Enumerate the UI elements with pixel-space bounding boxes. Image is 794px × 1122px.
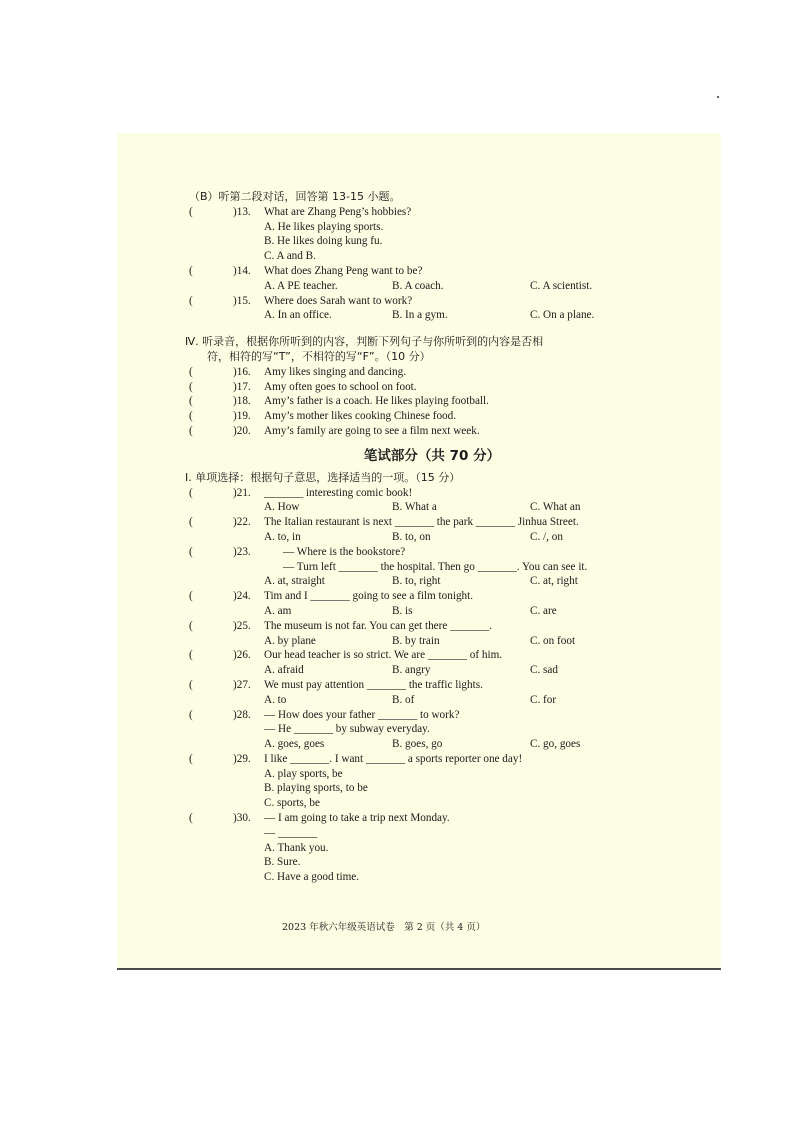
section-i-heading: Ⅰ. 单项选择：根据句子意思，选择适当的一项。（15 分）: [185, 470, 461, 484]
question-14: [189, 264, 709, 279]
statement-text: Amy’s mother likes cooking Chinese food.: [264, 410, 457, 423]
dialogue-line-2: — Turn left _______ the hospital. Then go _______. You can see it.: [283, 560, 588, 573]
answer-paren-open[interactable]: (: [189, 486, 193, 499]
question-stem: Tim and I _______ going to see a film tonight.: [264, 590, 474, 603]
answer-paren-open[interactable]: (: [189, 752, 193, 765]
answer-paren-open[interactable]: (: [189, 708, 193, 721]
option-b: B. goes, go: [392, 738, 443, 751]
option-a: A. A PE teacher.: [264, 279, 338, 292]
question-stem: The Italian restaurant is next _______ the park _______ Jinhua Street.: [264, 516, 579, 529]
question-28: [189, 708, 709, 723]
option-c: C. sports, be: [264, 797, 320, 810]
answer-paren-open[interactable]: (: [189, 380, 193, 393]
question-24: [189, 589, 709, 604]
option-b: B. What a: [392, 501, 437, 514]
question-number: )17.: [233, 380, 251, 393]
tf-item-18: [189, 394, 709, 409]
option-b: B. Sure.: [264, 856, 301, 869]
answer-paren-open[interactable]: (: [189, 649, 193, 662]
question-29: [189, 752, 709, 767]
tf-item-20: [189, 424, 709, 439]
option-b: B. A coach.: [392, 279, 444, 292]
question-number: )22.: [233, 516, 251, 529]
question-26: [189, 648, 709, 663]
statement-text: Amy often goes to school on foot.: [264, 380, 417, 393]
option-c: C. go, goes: [530, 738, 581, 751]
written-part-title: 笔试部分（共 70 分）: [363, 447, 501, 464]
section-iv-heading-line2: 符，相符的写“T”，不相符的写“F”。（10 分）: [207, 349, 431, 363]
answer-paren-open[interactable]: (: [189, 678, 193, 691]
answer-paren-open[interactable]: (: [189, 395, 193, 408]
option-c: C. Have a good time.: [264, 871, 360, 884]
question-number: )23.: [233, 545, 251, 558]
tf-item-17: [189, 380, 709, 395]
dialogue-line-1: — Where is the bookstore?: [283, 545, 406, 558]
page-footer: 2023 年秋六年级英语试卷 第 2 页（共 4 页）: [282, 922, 486, 933]
answer-paren-open[interactable]: (: [189, 590, 193, 603]
question-number: )28.: [233, 708, 251, 721]
answer-paren-open[interactable]: (: [189, 516, 193, 529]
answer-paren-open[interactable]: (: [189, 410, 193, 423]
option-a: A. Thank you.: [264, 841, 329, 854]
answer-paren-open[interactable]: (: [189, 812, 193, 825]
statement-text: Amy likes singing and dancing.: [264, 365, 407, 378]
question-22: [189, 515, 709, 530]
option-b: B. of: [392, 693, 415, 706]
option-c: C. at, right: [530, 575, 578, 588]
option-b: B. In a gym.: [392, 309, 448, 322]
question-number: )19.: [233, 410, 251, 423]
option-a: A. play sports, be: [264, 767, 343, 780]
option-a: A. In an office.: [264, 309, 332, 322]
question-number: )30.: [233, 812, 251, 825]
question-number: )26.: [233, 649, 251, 662]
option-a: A. am: [264, 604, 292, 617]
statement-text: Amy’s father is a coach. He likes playing football.: [264, 395, 489, 408]
answer-paren-open[interactable]: (: [189, 264, 193, 277]
option-a: A. He likes playing sports.: [264, 220, 384, 233]
question-number: )18.: [233, 395, 251, 408]
question-27: [189, 678, 709, 693]
option-b: B. He likes doing kung fu.: [264, 235, 383, 248]
question-stem: The museum is not far. You can get there _______.: [264, 619, 493, 632]
option-b: B. angry: [392, 664, 431, 677]
option-b: B. playing sports, to be: [264, 782, 368, 795]
section-b-heading: （B）听第二段对话，回答第 13-15 小题。: [189, 190, 401, 203]
option-a: A. to, in: [264, 530, 301, 543]
option-c: C. A and B.: [264, 250, 316, 263]
question-stem: I like _______. I want _______ a sports reporter one day!: [264, 752, 523, 765]
question-13: [189, 205, 709, 220]
option-a: A. afraid: [264, 664, 304, 677]
exam-content: [185, 190, 709, 885]
dialogue-line-2: — _______: [264, 826, 318, 839]
question-number: )21.: [233, 486, 251, 499]
question-number: )27.: [233, 678, 251, 691]
answer-paren-open[interactable]: (: [189, 205, 193, 218]
section-iv-heading-line1: Ⅳ. 听录音，根据你所听到的内容，判断下列句子与你所听到的内容是否相: [185, 335, 544, 349]
scan-speck: [717, 96, 719, 98]
answer-paren-open[interactable]: (: [189, 619, 193, 632]
question-15: [189, 294, 709, 309]
answer-paren-open[interactable]: (: [189, 545, 193, 558]
option-c: C. What an: [530, 501, 581, 514]
question-stem: What are Zhang Peng’s hobbies?: [264, 205, 412, 218]
question-number: )25.: [233, 619, 251, 632]
question-stem: Our head teacher is so strict. We are _______ of him.: [264, 649, 503, 662]
question-stem: Where does Sarah want to work?: [264, 294, 413, 307]
tf-item-16: [189, 365, 709, 380]
question-stem: What does Zhang Peng want to be?: [264, 264, 423, 277]
question-21: [189, 486, 709, 501]
question-number: )29.: [233, 752, 251, 765]
question-number: )14.: [233, 264, 251, 277]
scan-edge-line: [117, 968, 721, 970]
question-number: )16.: [233, 365, 251, 378]
dialogue-line-1: — How does your father _______ to work?: [264, 708, 460, 721]
question-stem: We must pay attention _______ the traffic lights.: [264, 678, 483, 691]
option-a: A. by plane: [264, 634, 316, 647]
question-30: [189, 811, 709, 826]
option-c: C. A scientist.: [530, 279, 593, 292]
option-a: A. at, straight: [264, 575, 325, 588]
dialogue-line-1: — I am going to take a trip next Monday.: [264, 812, 450, 825]
statement-text: Amy’s family are going to see a film next week.: [264, 424, 480, 437]
option-a: A. How: [264, 501, 300, 514]
answer-paren-open[interactable]: (: [189, 365, 193, 378]
dialogue-line-2: — He _______ by subway everyday.: [264, 723, 430, 736]
option-c: C. for: [530, 693, 557, 706]
option-c: C. sad: [530, 664, 558, 677]
question-number: )24.: [233, 590, 251, 603]
question-number: )20.: [233, 424, 251, 437]
tf-item-19: [189, 409, 709, 424]
option-c: C. /, on: [530, 530, 563, 543]
question-number: )15.: [233, 294, 251, 307]
question-23: [189, 545, 709, 560]
option-a: A. goes, goes: [264, 738, 325, 751]
answer-paren-open[interactable]: (: [189, 424, 193, 437]
option-b: B. to, on: [392, 530, 431, 543]
option-b: B. to, right: [392, 575, 441, 588]
option-a: A. to: [264, 693, 287, 706]
option-c: C. On a plane.: [530, 309, 595, 322]
option-c: C. on foot: [530, 634, 576, 647]
question-number: )13.: [233, 205, 251, 218]
question-25: [189, 619, 709, 634]
option-b: B. by train: [392, 634, 440, 647]
question-stem: _______ interesting comic book!: [264, 486, 413, 499]
answer-paren-open[interactable]: (: [189, 294, 193, 307]
option-c: C. are: [530, 604, 557, 617]
option-b: B. is: [392, 604, 413, 617]
